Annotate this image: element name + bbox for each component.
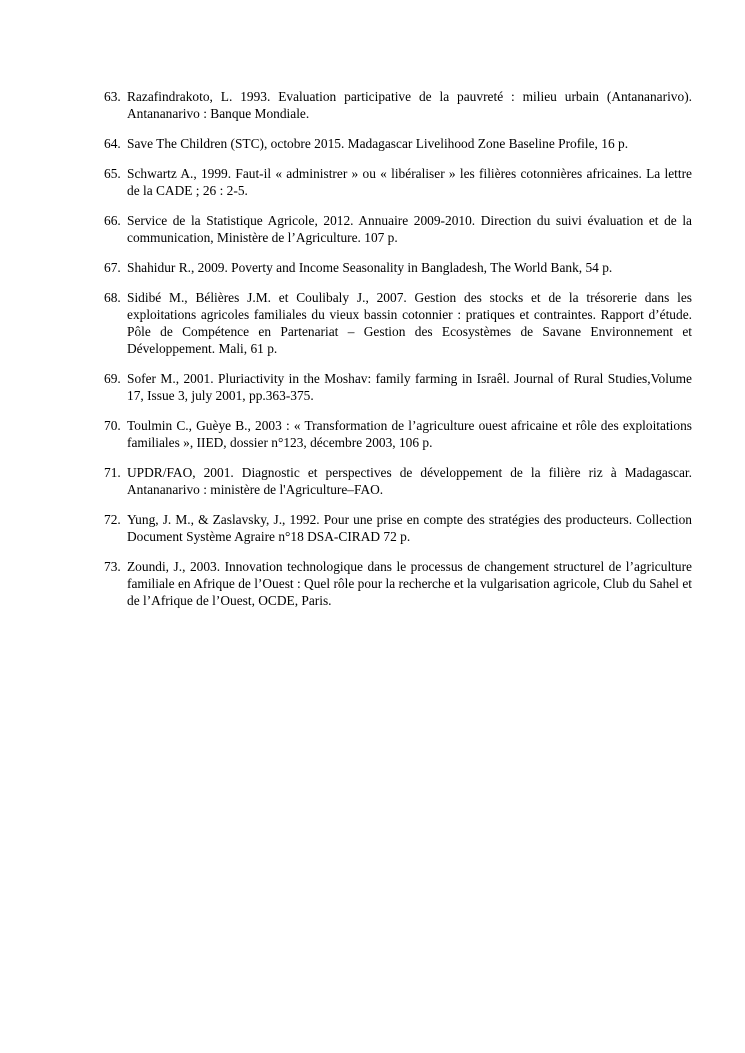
- reference-item-67: [104, 259, 692, 276]
- reference-item-70: [104, 417, 692, 451]
- reference-text: UPDR/FAO, 2001. Diagnostic et perspectives de développement de la filière riz à Madagascar. Antananarivo : ministère de l'Agriculture–FAO.: [127, 465, 692, 497]
- reference-item-68: [104, 289, 692, 357]
- reference-text: Save The Children (STC), octobre 2015. Madagascar Livelihood Zone Baseline Profile, 16 p.: [127, 136, 629, 151]
- reference-number: 64.: [104, 136, 121, 151]
- reference-item-73: [104, 558, 692, 609]
- reference-number: 65.: [104, 166, 121, 181]
- reference-number: 66.: [104, 213, 121, 228]
- reference-item-65: [104, 165, 692, 199]
- reference-text: Toulmin C., Guèye B., 2003 : « Transformation de l’agriculture ouest africaine et rôle des exploitations familiales », IIED, dossier n°123, décembre 2003, 106 p.: [127, 418, 692, 450]
- reference-text: Sofer M., 2001. Pluriactivity in the Moshav: family farming in Israêl. Journal of Rural Studies,Volume 17, Issue 3, july 2001, pp.363-375.: [127, 371, 692, 403]
- reference-list: [104, 88, 692, 622]
- reference-number: 68.: [104, 290, 121, 305]
- reference-text: Shahidur R., 2009. Poverty and Income Seasonality in Bangladesh, The World Bank, 54 p.: [127, 260, 613, 275]
- reference-item-64: [104, 135, 692, 152]
- reference-text: Razafindrakoto, L. 1993. Evaluation participative de la pauvreté : milieu urbain (Antananarivo). Antananarivo : Banque Mondiale.: [127, 89, 692, 121]
- reference-number: 73.: [104, 559, 121, 574]
- reference-item-66: [104, 212, 692, 246]
- reference-text: Yung, J. M., & Zaslavsky, J., 1992. Pour une prise en compte des stratégies des producteurs. Collection Document Système Agraire n°18 DSA-CIRAD 72 p.: [127, 512, 692, 544]
- reference-number: 69.: [104, 371, 121, 386]
- reference-item-63: [104, 88, 692, 122]
- reference-number: 67.: [104, 260, 121, 275]
- reference-text: Schwartz A., 1999. Faut-il « administrer » ou « libéraliser » les filières cotonnières africaines. La lettre de la CADE ; 26 : 2-5.: [127, 166, 692, 198]
- reference-item-71: [104, 464, 692, 498]
- reference-item-72: [104, 511, 692, 545]
- reference-text: Zoundi, J., 2003. Innovation technologique dans le processus de changement structurel de l’agriculture familiale en Afrique de l’Ouest : Quel rôle pour la recherche et la vulgarisation agricole, Club du Sahel et de l’Afrique de l’Ouest, OCDE, Paris.: [127, 559, 692, 608]
- reference-number: 72.: [104, 512, 121, 527]
- reference-number: 71.: [104, 465, 121, 480]
- reference-number: 70.: [104, 418, 121, 433]
- reference-text: Sidibé M., Bélières J.M. et Coulibaly J., 2007. Gestion des stocks et de la trésorerie dans les exploitations agricoles familiales du vieux bassin cotonnier : pratiques et contraintes. Rapport d’étude. Pôle de Compétence en Partenariat – Gestion des Ecosystèmes de Savane Environnement et Développement. Mali, 61 p.: [127, 290, 692, 356]
- reference-number: 63.: [104, 89, 121, 104]
- reference-text: Service de la Statistique Agricole, 2012. Annuaire 2009-2010. Direction du suivi évaluation et de la communication, Ministère de l’Agriculture. 107 p.: [127, 213, 692, 245]
- reference-item-69: [104, 370, 692, 404]
